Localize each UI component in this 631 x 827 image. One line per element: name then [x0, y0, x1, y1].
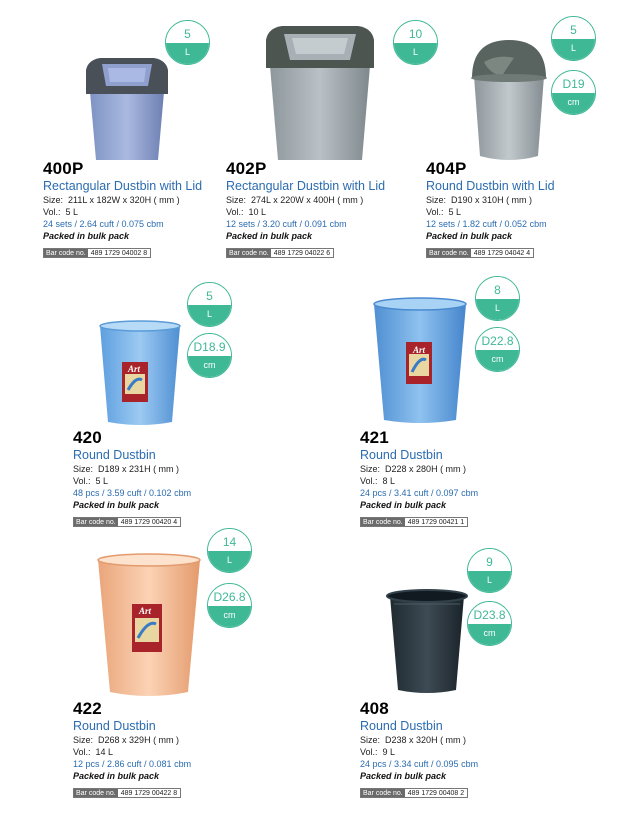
packing-line: 24 sets / 2.64 cuft / 0.075 cbm — [43, 219, 164, 229]
product-code: 404P — [426, 159, 467, 178]
volume-badge: 14 L — [207, 528, 252, 573]
product-name: Round Dustbin with Lid — [426, 179, 555, 193]
barcode: Bar code no. 489 1729 04022 6 — [226, 248, 334, 258]
packing-line: 12 pcs / 2.86 cuft / 0.081 cbm — [73, 759, 192, 769]
bulk-pack-note: Packed in bulk pack — [426, 231, 513, 241]
diameter-badge: D22.8 cm — [475, 327, 520, 372]
packing-line: 24 pcs / 3.34 cuft / 0.095 cbm — [360, 759, 479, 769]
bulk-pack-note: Packed in bulk pack — [43, 231, 130, 241]
packing-line: 24 pcs / 3.41 cuft / 0.097 cbm — [360, 488, 479, 498]
vol-line: Vol.: 9 L — [360, 747, 396, 757]
dustbin-400p-image — [82, 54, 172, 162]
diameter-badge: D18.9 cm — [187, 333, 232, 378]
volume-badge: 9 L — [467, 548, 512, 593]
packing-line: 12 sets / 3.20 cuft / 0.091 cbm — [226, 219, 347, 229]
bulk-pack-note: Packed in bulk pack — [360, 500, 447, 510]
barcode: Bar code no. 489 1729 00420 4 — [73, 517, 181, 527]
product-code: 400P — [43, 159, 84, 178]
vol-line: Vol.: 5 L — [73, 476, 109, 486]
barcode: Bar code no. 489 1729 04002 8 — [43, 248, 151, 258]
vol-line: Vol.: 10 L — [226, 207, 267, 217]
barcode: Bar code no. 489 1729 04042 4 — [426, 248, 534, 258]
vol-line: Vol.: 8 L — [360, 476, 396, 486]
volume-badge: 8 L — [475, 276, 520, 321]
volume-badge: 5 L — [187, 282, 232, 327]
product-code: 421 — [360, 428, 389, 447]
barcode: Bar code no. 489 1729 00408 2 — [360, 788, 468, 798]
volume-badge: 5 L — [551, 16, 596, 61]
dustbin-402p-image — [262, 22, 378, 162]
product-name: Round Dustbin — [73, 719, 156, 733]
size-line: Size: D238 x 320H ( mm ) — [360, 735, 467, 745]
size-line: Size: 274L x 220W x 400H ( mm ) — [226, 195, 364, 205]
vol-line: Vol.: 5 L — [426, 207, 462, 217]
vol-line: Vol.: 14 L — [73, 747, 114, 757]
product-name: Round Dustbin — [360, 719, 443, 733]
diameter-badge: D26.8 cm — [207, 583, 252, 628]
bulk-pack-note: Packed in bulk pack — [73, 771, 160, 781]
packing-line: 48 pcs / 3.59 cuft / 0.102 cbm — [73, 488, 192, 498]
art-logo-text: Art — [128, 364, 141, 374]
product-code: 420 — [73, 428, 102, 447]
size-line: Size: 211L x 182W x 320H ( mm ) — [43, 195, 180, 205]
size-line: Size: D190 x 310H ( mm ) — [426, 195, 533, 205]
diameter-badge: D19 cm — [551, 70, 596, 115]
bulk-pack-note: Packed in bulk pack — [226, 231, 313, 241]
product-code: 402P — [226, 159, 267, 178]
size-line: Size: D268 x 329H ( mm ) — [73, 735, 180, 745]
diameter-badge: D23.8 cm — [467, 601, 512, 646]
bulk-pack-note: Packed in bulk pack — [73, 500, 160, 510]
product-name: Round Dustbin — [73, 448, 156, 462]
bulk-pack-note: Packed in bulk pack — [360, 771, 447, 781]
vol-line: Vol.: 5 L — [43, 207, 79, 217]
product-name: Rectangular Dustbin with Lid — [226, 179, 386, 193]
volume-badge: 5 L — [165, 20, 210, 65]
dustbin-404p-image — [468, 36, 550, 164]
art-logo-text: Art — [413, 345, 426, 355]
dustbin-421-image — [370, 294, 470, 426]
product-name: Round Dustbin — [360, 448, 443, 462]
art-logo-text: Art — [139, 606, 152, 616]
dustbin-408-image — [384, 586, 470, 696]
volume-badge: 10 L — [393, 20, 438, 65]
packing-line: 12 sets / 1.82 cuft / 0.052 cbm — [426, 219, 547, 229]
product-code: 408 — [360, 699, 389, 718]
size-line: Size: D228 x 280H ( mm ) — [360, 464, 467, 474]
size-line: Size: D189 x 231H ( mm ) — [73, 464, 180, 474]
product-name: Rectangular Dustbin with Lid — [43, 179, 203, 193]
dustbin-422-image — [94, 550, 204, 700]
barcode: Bar code no. 489 1729 00421 1 — [360, 517, 468, 527]
barcode: Bar code no. 489 1729 00422 8 — [73, 788, 181, 798]
product-code: 422 — [73, 699, 102, 718]
